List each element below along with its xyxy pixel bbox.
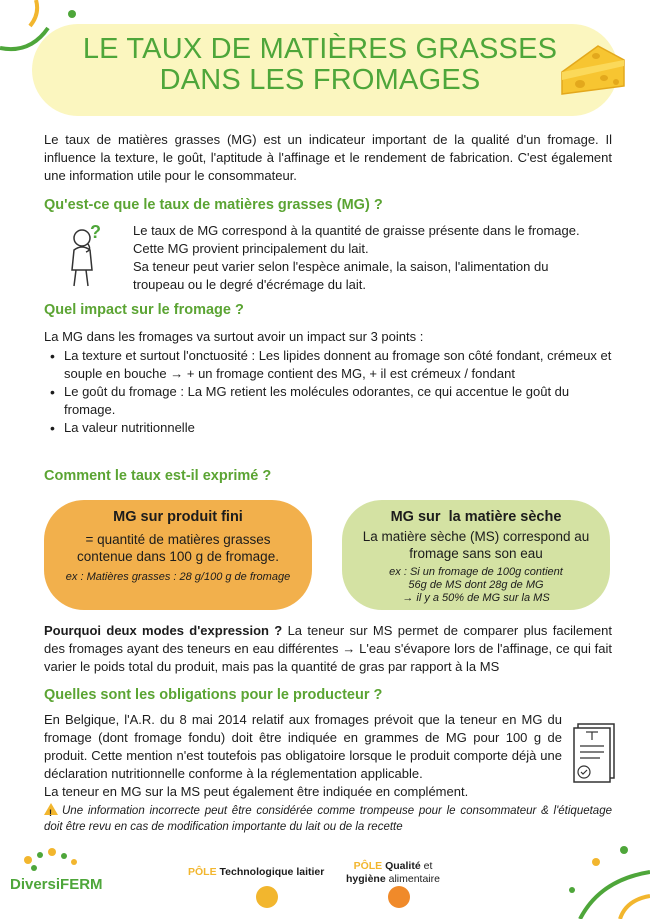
list-item: • Le goût du fromage : La MG retient les molécules odorantes, ce qui accentue le goût du fromage. xyxy=(48,383,612,419)
what-is-mg-line: Le taux de MG correspond à la quantité de graisse présente dans le fromage. xyxy=(133,223,580,238)
thinking-person-icon xyxy=(66,220,112,288)
box-b-example xyxy=(360,566,592,605)
diversiferm-logo-mark xyxy=(14,846,104,876)
heading-what-is-mg: Qu'est-ce que le taux de matières grasses (MG) ? xyxy=(44,197,383,213)
page-title xyxy=(60,34,580,96)
what-is-mg-line: Sa teneur peut varier selon l'espèce animale, la saison, l'alimentation du xyxy=(133,259,549,274)
document-stamp-icon xyxy=(570,720,620,784)
obligations-text-2: La teneur en MG sur la MS peut également être indiquée en complément. xyxy=(44,784,469,799)
impact-intro: La MG dans les fromages va surtout avoir un impact sur 3 points : xyxy=(44,329,424,344)
impact-list xyxy=(48,347,612,437)
what-is-mg-text xyxy=(133,222,613,294)
diversiferm-logo: DiversiFERM xyxy=(10,876,103,893)
pole-qualite xyxy=(346,860,440,886)
box-b-text: La matière sèche (MS) correspond au fromage sans son eau xyxy=(362,529,590,561)
box-b-title: MG sur la matière sèche xyxy=(390,509,562,525)
svg-text:?: ? xyxy=(90,222,101,242)
title-line-1: LE TAUX DE MATIÈRES GRASSES xyxy=(82,33,558,65)
heading-impact: Quel impact sur le fromage ? xyxy=(44,302,244,318)
pole1-text: Technologique laitier xyxy=(219,866,325,878)
what-is-mg-line: Cette MG provient principalement du lait. xyxy=(133,241,369,256)
why-two-modes-bold: Pourquoi deux modes d'expression ? xyxy=(44,623,283,638)
hygiene-icon xyxy=(388,886,410,908)
obligations-text: En Belgique, l'A.R. du 8 mai 2014 relatif aux fromages prévoit que la teneur en MG du fromage (dont fromage fondu) doit être indiquée en grammes de MG pour 100 g de produit. Cette mention n'est toutefois pas obligatoire lorsque le produit comporte déjà une déclaration nutritionnelle conforme à la réglementation applicable. xyxy=(44,712,562,781)
milk-icon xyxy=(256,886,278,908)
pole-technologique xyxy=(188,866,324,878)
pole2-rest2: alimentaire xyxy=(385,873,440,885)
warning-icon: ! xyxy=(44,803,58,815)
warning-note xyxy=(44,802,612,835)
box-mg-produit-fini xyxy=(44,500,312,610)
why-two-modes-text: La teneur sur MS permet de comparer plus facilement des fromages ayant des teneurs en eau différentes → L'eau s'évapore lors de l'affinage, ce qui fait varier le poids total du produit, mais pas la quantité de gras par rapport à la MS xyxy=(44,623,613,674)
list-item: • La texture et surtout l'onctuosité : Les lipides donnent au fromage son côté fondant, crémeux et souple en bouche → + un fromage contient des MG, + il est crémeux / fondant xyxy=(48,347,612,383)
heading-obligations: Quelles sont les obligations pour le producteur ? xyxy=(44,687,383,703)
box-a-example: ex : Matières grasses : 28 g/100 g de fromage xyxy=(65,571,291,583)
pole2-rest1: et xyxy=(420,860,433,872)
heading-expression: Comment le taux est-il exprimé ? xyxy=(44,468,272,484)
warning-text: Une information incorrecte peut être considérée comme trompeuse pour le consommateur & l'étiquetage doit être revu en cas de modification importante du lait ou de la recette xyxy=(44,805,612,833)
box-b-example-line: ex : Si un fromage de 100g contient xyxy=(389,566,563,578)
title-line-2: DANS LES FROMAGES xyxy=(159,64,481,96)
box-b-example-line: 56g de MS dont 28g de MG xyxy=(408,579,544,591)
box-a-text: = quantité de matières grasses contenue dans 100 g de fromage. xyxy=(77,532,279,564)
pole2-bold2: hygiène xyxy=(346,873,386,885)
pole1-word: PÔLE xyxy=(188,866,217,878)
bottom-right-decoration xyxy=(560,840,650,919)
intro-text: Le taux de matières grasses (MG) est un indicateur important de la qualité d'un fromage. Il influence la texture, le goût, l'aptitude à l'affinage et le rendement de fabrication. C'est également une information utile pour le consommateur. xyxy=(44,132,612,183)
box-a-title: MG sur produit fini xyxy=(113,509,243,525)
box-mg-matiere-seche xyxy=(342,500,610,610)
cheese-icon xyxy=(558,42,628,100)
pole2-bold: Qualité xyxy=(385,860,421,872)
pole2-word: PÔLE xyxy=(353,860,383,872)
box-b-example-line: → il y a 50% de MG sur la MS xyxy=(402,592,550,604)
list-item: • La valeur nutritionnelle xyxy=(48,419,612,437)
what-is-mg-line: troupeau ou le degré d'écrémage du lait. xyxy=(133,277,367,292)
why-two-modes xyxy=(44,622,612,676)
